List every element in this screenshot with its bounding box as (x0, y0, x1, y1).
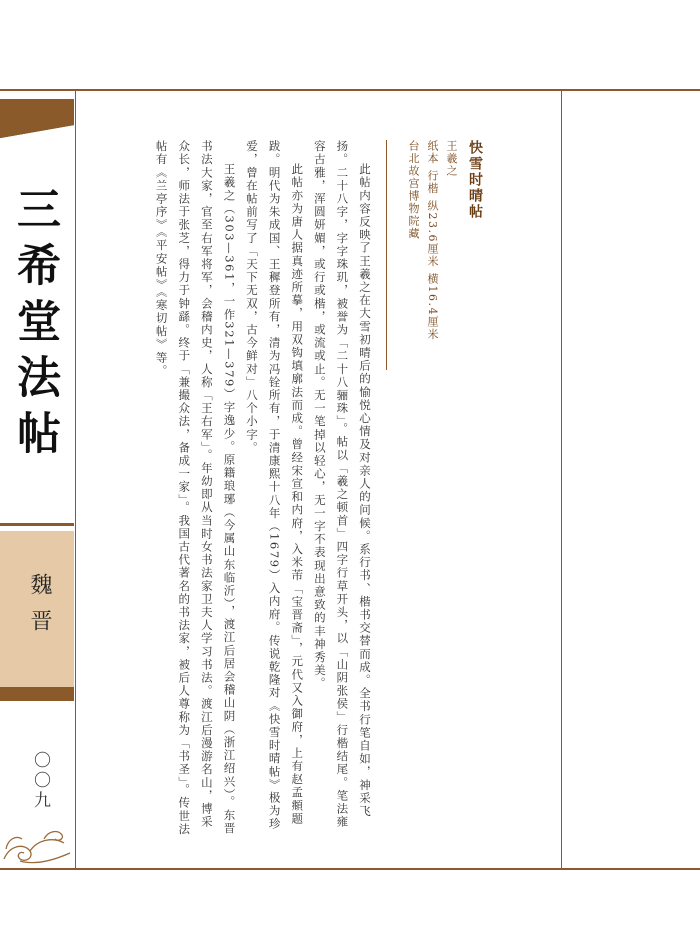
sidebar (0, 91, 76, 870)
artwork-collection: 台北故宫博物院藏 (407, 140, 420, 240)
paragraph-biography: 王羲之（303—361，一作321—379）字逸少。原籍琅琊（今属山东临沂），渡江后居会稽山阴（浙江绍兴）。东晋书法大家，官至右军将军，会稽内史，人称「王右军」。年幼即从当时女书法家卫夫人学习书法。渡江后漫游名山，博采众长，师法于张芝，得力于钟繇。终于「兼撮众法，备成一家」。我国古代著名的书法家，被后人尊称为「书圣」。传世法帖有《兰亭序》《平安帖》《寒切帖》等。 (154, 140, 237, 836)
top-border-line (0, 89, 700, 91)
paragraph-provenance: 此帖亦为唐人据真迹所摹，用双钩填廓法而成。曾经宋宣和内府，入米芾「宝晋斋」，元代又入御府，上有赵孟頫题跋。明代为朱成国、王穉登所有，清为冯铨所有，于清康熙十八年（1679）入内府。传说乾隆对《快雪时晴帖》极为珍爱，曾在帖前写了「天下无双，古今鲜对」八个小字。 (245, 140, 305, 831)
page-number: 〇〇九 (30, 751, 50, 811)
sidebar-top-slant (0, 125, 74, 141)
era-box-bottom-band (0, 687, 74, 701)
heading-rule (386, 140, 387, 370)
bottom-border-line (0, 868, 700, 870)
artwork-heading (402, 140, 485, 341)
era-label: 魏晋 (27, 573, 52, 645)
sidebar-top-band (0, 99, 74, 125)
artwork-format: 纸本 行楷 纵23.6厘米 横16.4厘米 (426, 140, 439, 341)
right-column-divider (561, 91, 562, 870)
body-text (150, 140, 376, 840)
artwork-author: 王羲之 (445, 140, 458, 178)
paragraph-description: 此帖内容反映了王羲之在大雪初晴后的愉悦心情及对亲人的问候。系行书、楷书交替而成。全书行笔自如，神采飞扬。二十八字，字字珠玑，被誉为「二十八骊珠」。帖以「羲之顿首」四字行草开头，以「山阴张侯」行楷结尾。笔法雍容古雅，浑圆妍媚，或行或楷，或流或止。无一笔掉以轻心，无一字不表现出意致的丰神秀美。 (312, 140, 372, 829)
artwork-title: 快雪时晴帖 (467, 140, 483, 220)
book-title: 三希堂法帖 (9, 186, 60, 466)
era-box-top-line (0, 523, 74, 526)
scroll-ornament-icon (0, 809, 74, 869)
